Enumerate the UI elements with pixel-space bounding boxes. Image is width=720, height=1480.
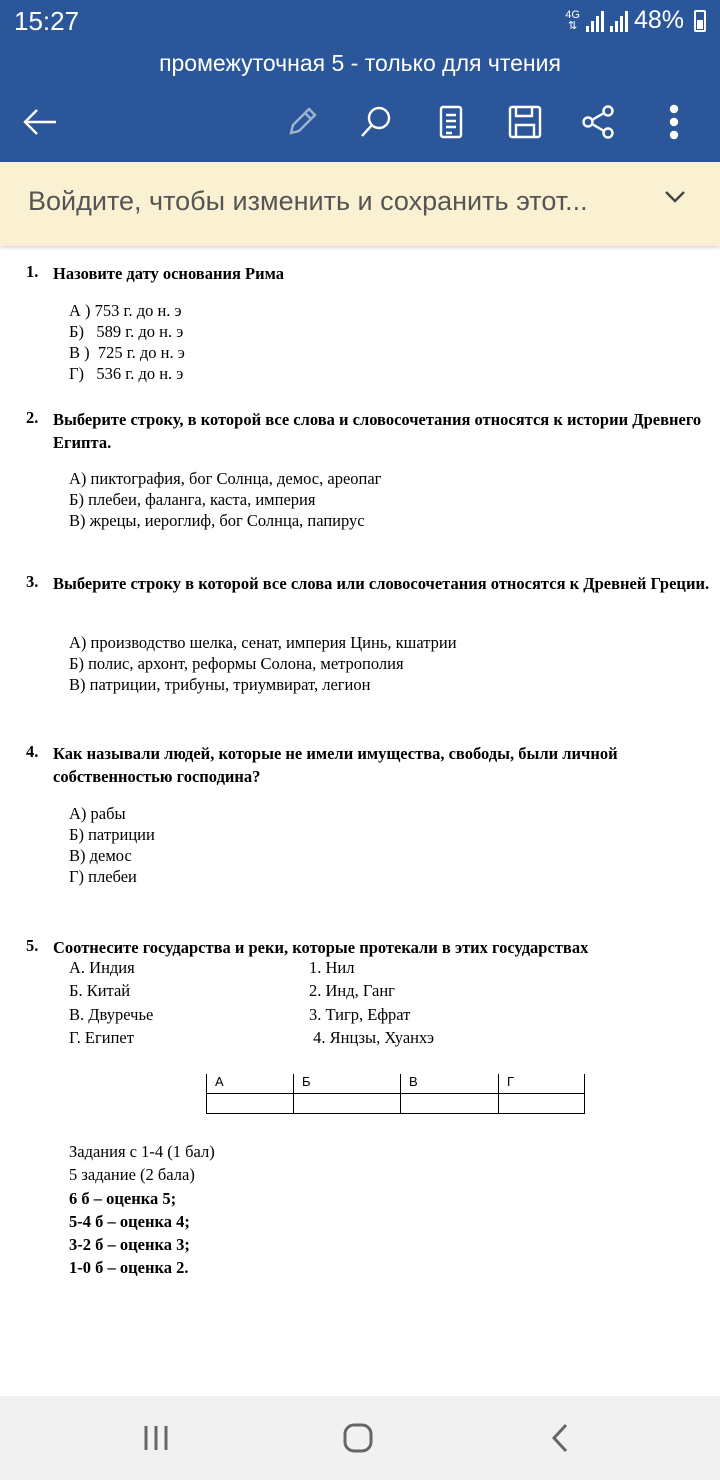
answer-table-header: А: [207, 1074, 294, 1094]
state-item: А. Индия: [69, 958, 135, 977]
network-type: 4G: [565, 8, 580, 21]
river-item: 2. Инд, Ганг: [309, 981, 395, 1001]
scoring-line: Задания с 1-4 (1 бал): [69, 1142, 215, 1161]
scoring-block: [69, 1140, 215, 1280]
share-icon[interactable]: [576, 100, 620, 144]
answer-cell: [207, 1094, 294, 1114]
scoring-line: 5 задание (2 бала): [69, 1165, 195, 1185]
question-1: [26, 262, 716, 285]
app-bar: [0, 44, 720, 162]
grade-line: 1-0 б – оценка 2.: [69, 1258, 189, 1278]
battery-icon: [694, 10, 706, 32]
question-text: Как называли людей, которые не имели имущества, свободы, были личной собственностью господина?: [53, 744, 618, 786]
question-3: [26, 572, 716, 595]
signal-icon-2: [610, 10, 628, 32]
option: А) производство шелка, сенат, империя Цинь, кшатрии: [69, 633, 457, 652]
question-1-options: [69, 300, 185, 384]
answer-table-header: В: [401, 1074, 499, 1094]
option: В ) 725 г. до н. э: [69, 343, 185, 362]
question-text: Выберите строку в которой все слова или словосочетания относятся к Древней Греции.: [53, 574, 710, 593]
river-item: 1. Нил: [309, 958, 355, 977]
question-number: 4.: [26, 742, 39, 761]
option: В) патриции, трибуны, триумвират, легион: [69, 675, 371, 694]
question-2: [26, 408, 716, 454]
save-icon[interactable]: [503, 100, 547, 144]
option: Г) плебеи: [69, 867, 137, 886]
river-item: 3. Тигр, Ефрат: [309, 1004, 411, 1024]
status-bar: [0, 0, 720, 44]
grade-line: 3-2 б – оценка 3;: [69, 1235, 190, 1255]
answer-cell: [294, 1094, 401, 1114]
option: В) жрецы, иероглиф, бог Солнца, папирус: [69, 511, 365, 530]
option: А ) 753 г. до н. э: [69, 301, 182, 320]
answer-table: [206, 1074, 585, 1114]
system-nav-bar: [0, 1396, 720, 1480]
question-4-options: [69, 803, 155, 887]
question-number: 3.: [26, 572, 39, 591]
option: Б) плебеи, фаланга, каста, империя: [69, 490, 316, 509]
network-indicator: 4G ⇅: [565, 8, 580, 32]
search-icon[interactable]: [354, 100, 398, 144]
grade-line: 6 б – оценка 5;: [69, 1188, 177, 1208]
more-vert-icon[interactable]: [652, 100, 696, 144]
chevron-down-icon[interactable]: [664, 190, 686, 209]
status-time: 15:27: [14, 6, 80, 36]
question-text: Выберите строку, в которой все слова и словосочетания относятся к истории Древнего Египта.: [53, 410, 702, 452]
answer-table-header: Б: [294, 1074, 401, 1094]
state-item: Б. Китай: [69, 981, 131, 1001]
question-3-options: [69, 632, 457, 695]
pencil-icon[interactable]: [280, 100, 324, 144]
option: А) рабы: [69, 804, 126, 823]
answer-table-header: Г: [499, 1074, 585, 1094]
option: Б) патриции: [69, 825, 155, 844]
sign-in-banner[interactable]: [0, 162, 720, 246]
option: Г) 536 г. до н. э: [69, 364, 184, 383]
recent-apps-icon[interactable]: [126, 1418, 186, 1458]
banner-text: Войдите, чтобы изменить и сохранить этот...: [28, 186, 588, 216]
document-title: промежуточная 5 - только для чтения: [159, 50, 561, 76]
battery-percent: 48%: [633, 6, 684, 34]
state-item: В. Двуречье: [69, 1004, 154, 1024]
reading-view-icon[interactable]: [429, 100, 473, 144]
option: Б) 589 г. до н. э: [69, 322, 184, 341]
river-item: 4. Янцзы, Хуанхэ: [309, 1027, 435, 1047]
state-item: Г. Египет: [69, 1027, 134, 1047]
question-number: 1.: [26, 262, 39, 281]
question-4: [26, 742, 716, 788]
answer-cell: [401, 1094, 499, 1114]
question-number: 2.: [26, 408, 39, 427]
document-page: [0, 246, 720, 1396]
back-arrow-icon[interactable]: [18, 100, 62, 144]
question-text: Назовите дату основания Рима: [53, 264, 284, 283]
question-2-options: [69, 468, 381, 531]
status-right: [565, 6, 706, 35]
back-icon[interactable]: [530, 1418, 590, 1458]
question-text: Соотнесите государства и реки, которые протекали в этих государствах: [53, 938, 589, 957]
option: В) демос: [69, 846, 132, 865]
option: А) пиктография, бог Солнца, демос, ареопаг: [69, 469, 382, 488]
signal-icon: [586, 10, 604, 32]
question-number: 5.: [26, 936, 39, 955]
option: Б) полис, архонт, реформы Солона, метрополия: [69, 654, 404, 673]
rivers-column: [309, 956, 434, 1049]
home-icon[interactable]: [328, 1418, 388, 1458]
grade-line: 5-4 б – оценка 4;: [69, 1211, 190, 1231]
answer-cell: [499, 1094, 585, 1114]
states-column: [69, 956, 153, 1049]
